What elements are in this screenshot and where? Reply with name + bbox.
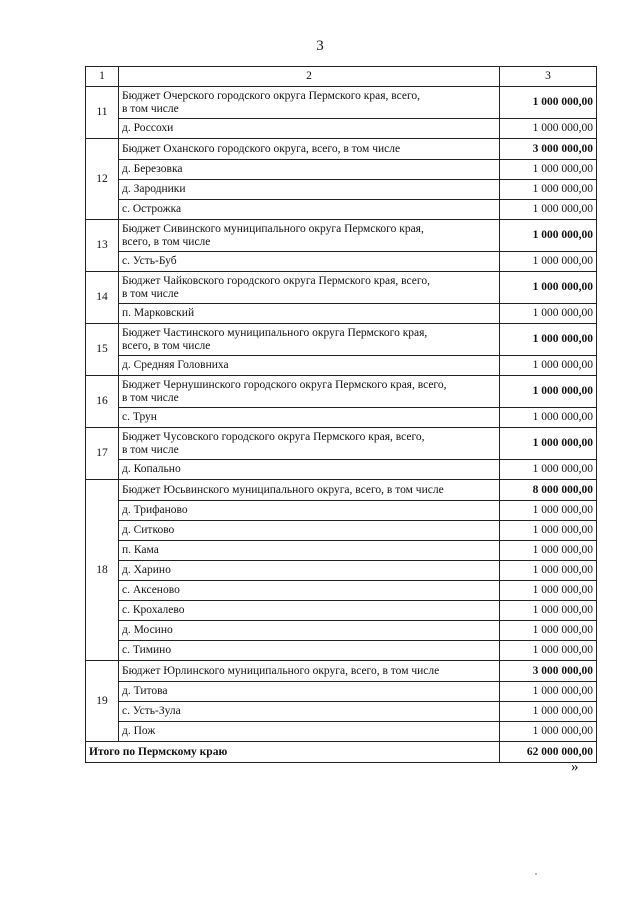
settlement-row: [86, 521, 597, 541]
settlement-amount: 1 000 000,00: [500, 561, 597, 581]
budget-group-row: [86, 661, 597, 682]
budget-title: Бюджет Частинского муниципального округа Пермского края, всего, в том числе: [119, 324, 500, 356]
settlement-amount: 1 000 000,00: [500, 200, 597, 220]
row-number: 19: [86, 661, 119, 742]
row-number: 13: [86, 220, 119, 272]
table-body: [86, 87, 597, 742]
settlement-amount: 1 000 000,00: [500, 304, 597, 324]
settlement-name: п. Марковский: [119, 304, 500, 324]
settlement-name: д. Харино: [119, 561, 500, 581]
scan-speck: [535, 873, 537, 875]
settlement-row: [86, 601, 597, 621]
settlement-amount: 1 000 000,00: [500, 601, 597, 621]
settlement-row: [86, 501, 597, 521]
budget-total: 1 000 000,00: [500, 376, 597, 408]
budget-total: 1 000 000,00: [500, 428, 597, 460]
budget-group-row: [86, 87, 597, 119]
settlement-name: д. Ситково: [119, 521, 500, 541]
settlement-name: д. Мосино: [119, 621, 500, 641]
settlement-row: [86, 460, 597, 480]
settlement-name: д. Россохи: [119, 119, 500, 139]
budget-total: 3 000 000,00: [500, 661, 597, 682]
budget-group-row: [86, 428, 597, 460]
column-header-2: 2: [119, 67, 500, 87]
closing-quote-mark: »: [571, 759, 579, 775]
total-label: Итого по Пермскому краю: [86, 742, 500, 763]
budget-group-row: [86, 376, 597, 408]
budget-table: [85, 66, 597, 763]
budget-total: 3 000 000,00: [500, 139, 597, 160]
settlement-amount: 1 000 000,00: [500, 460, 597, 480]
budget-group-row: [86, 480, 597, 501]
budget-group-row: [86, 324, 597, 356]
settlement-row: [86, 682, 597, 702]
settlement-row: [86, 408, 597, 428]
budget-group-row: [86, 139, 597, 160]
settlement-name: д. Титова: [119, 682, 500, 702]
budget-title: Бюджет Чайковского городского округа Пермского края, всего, в том числе: [119, 272, 500, 304]
row-number: 12: [86, 139, 119, 220]
row-number: 15: [86, 324, 119, 376]
settlement-row: [86, 722, 597, 742]
settlement-row: [86, 561, 597, 581]
settlement-row: [86, 180, 597, 200]
settlement-amount: 1 000 000,00: [500, 180, 597, 200]
settlement-row: [86, 621, 597, 641]
column-header-3: 3: [500, 67, 597, 87]
settlement-name: д. Березовка: [119, 160, 500, 180]
budget-group-row: [86, 272, 597, 304]
settlement-name: д. Копально: [119, 460, 500, 480]
settlement-amount: 1 000 000,00: [500, 408, 597, 428]
row-number: 11: [86, 87, 119, 139]
settlement-amount: 1 000 000,00: [500, 621, 597, 641]
settlement-amount: 1 000 000,00: [500, 356, 597, 376]
settlement-name: с. Острожка: [119, 200, 500, 220]
budget-title: Бюджет Очерского городского округа Пермского края, всего, в том числе: [119, 87, 500, 119]
settlement-name: с. Трун: [119, 408, 500, 428]
budget-total: 1 000 000,00: [500, 220, 597, 252]
settlement-amount: 1 000 000,00: [500, 541, 597, 561]
budget-total: 8 000 000,00: [500, 480, 597, 501]
settlement-name: п. Кама: [119, 541, 500, 561]
settlement-amount: 1 000 000,00: [500, 160, 597, 180]
settlement-row: [86, 160, 597, 180]
settlement-row: [86, 702, 597, 722]
settlement-name: с. Усть-Буб: [119, 252, 500, 272]
budget-total: 1 000 000,00: [500, 272, 597, 304]
settlement-amount: 1 000 000,00: [500, 581, 597, 601]
budget-title: Бюджет Чусовского городского округа Пермского края, всего, в том числе: [119, 428, 500, 460]
settlement-name: с. Тимино: [119, 641, 500, 661]
row-number: 18: [86, 480, 119, 661]
settlement-row: [86, 304, 597, 324]
settlement-amount: 1 000 000,00: [500, 702, 597, 722]
settlement-amount: 1 000 000,00: [500, 722, 597, 742]
row-number: 16: [86, 376, 119, 428]
settlement-row: [86, 581, 597, 601]
settlement-row: [86, 356, 597, 376]
settlement-row: [86, 252, 597, 272]
settlement-row: [86, 200, 597, 220]
budget-title: Бюджет Чернушинского городского округа Пермского края, всего, в том числе: [119, 376, 500, 408]
budget-group-row: [86, 220, 597, 252]
page-number: 3: [316, 38, 324, 54]
settlement-name: с. Усть-Зула: [119, 702, 500, 722]
settlement-row: [86, 641, 597, 661]
total-amount: 62 000 000,00: [500, 742, 597, 763]
settlement-name: с. Аксеново: [119, 581, 500, 601]
budget-title: Бюджет Оханского городского округа, всего, в том числе: [119, 139, 500, 160]
total-row: [86, 742, 597, 763]
settlement-amount: 1 000 000,00: [500, 682, 597, 702]
settlement-amount: 1 000 000,00: [500, 641, 597, 661]
settlement-amount: 1 000 000,00: [500, 252, 597, 272]
budget-title: Бюджет Юрлинского муниципального округа, всего, в том числе: [119, 661, 500, 682]
settlement-name: д. Трифаново: [119, 501, 500, 521]
budget-total: 1 000 000,00: [500, 324, 597, 356]
row-number: 17: [86, 428, 119, 480]
settlement-row: [86, 541, 597, 561]
settlement-amount: 1 000 000,00: [500, 501, 597, 521]
settlement-row: [86, 119, 597, 139]
table-header-row: [86, 67, 597, 87]
budget-total: 1 000 000,00: [500, 87, 597, 119]
settlement-name: д. Зародники: [119, 180, 500, 200]
row-number: 14: [86, 272, 119, 324]
settlement-amount: 1 000 000,00: [500, 521, 597, 541]
settlement-amount: 1 000 000,00: [500, 119, 597, 139]
settlement-name: с. Крохалево: [119, 601, 500, 621]
settlement-name: д. Пож: [119, 722, 500, 742]
budget-title: Бюджет Юсьвинского муниципального округа, всего, в том числе: [119, 480, 500, 501]
budget-title: Бюджет Сивинского муниципального округа Пермского края, всего, в том числе: [119, 220, 500, 252]
settlement-name: д. Средняя Головниха: [119, 356, 500, 376]
column-header-1: 1: [86, 67, 119, 87]
